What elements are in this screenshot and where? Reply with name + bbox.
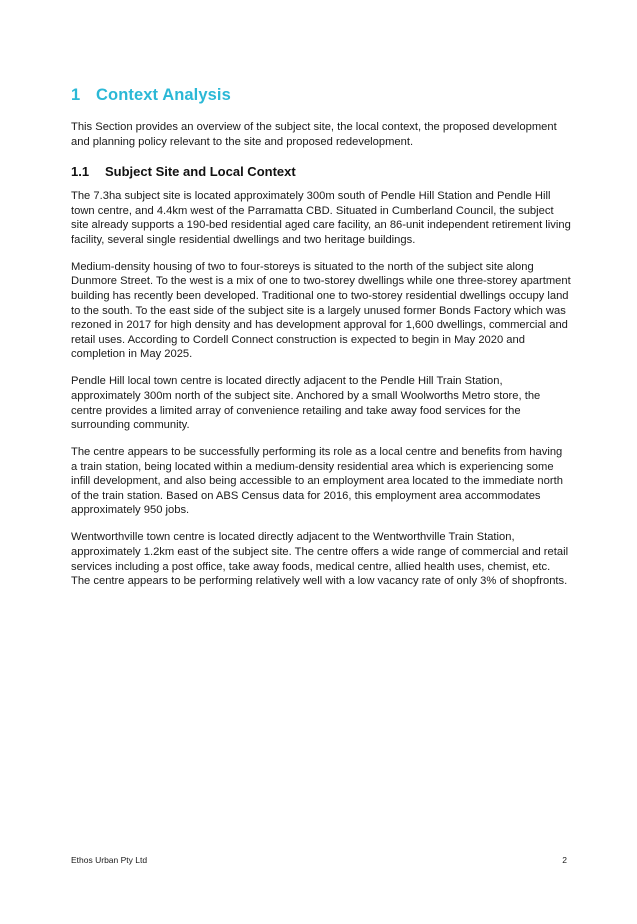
paragraph: Medium-density housing of two to four-storeys is situated to the north of the subject site along Dunmore Street. To the west is a mix of one to two-storey dwellings while one three-storey apartment building has recently been developed. Traditional one to two-storey residential dwellings occupy land to the south. To the east side of the subject site is a largely unused former Bonds Factory which was rezoned in 2017 for high density and has development approval for 1,600 dwellings, commercial and retail uses. According to Cordell Connect construction is expected to begin in May 2020 and completion in May 2025. — [71, 260, 571, 361]
footer-page-number: 2 — [562, 855, 567, 865]
section-number: 1 — [71, 86, 81, 104]
paragraph: The 7.3ha subject site is located approximately 300m south of Pendle Hill Station and Pendle Hill town centre, and 4.4km west of the Parramatta CBD. Situated in Cumberland Council, the subject site already supports a 190-bed residential aged care facility, an 86-unit independent retirement living facility, several single residential dwellings and two heritage buildings. — [71, 190, 571, 246]
footer-company: Ethos Urban Pty Ltd — [71, 855, 148, 865]
paragraph: Wentworthville town centre is located directly adjacent to the Wentworthville Train Station, approximately 1.2km east of the subject site. The centre offers a wide range of commercial and retail services including a post office, take away foods, medical centre, allied health uses, chemist, etc. The centre appears to be performing relatively well with a low vacancy rate of only 3% of shopfronts. — [71, 531, 569, 588]
section-title: Context Analysis — [96, 86, 231, 104]
subsection-heading — [71, 164, 296, 179]
section-intro: This Section provides an overview of the subject site, the local context, the proposed development and planning policy relevant to the site and proposed redevelopment. — [71, 121, 557, 148]
paragraph: Pendle Hill local town centre is located directly adjacent to the Pendle Hill Train Station, approximately 300m north of the subject site. Anchored by a small Woolworths Metro store, the centre provides a limited array of convenience retailing and take away food services for the surrounding community. — [71, 375, 541, 432]
subsection-body — [71, 189, 571, 601]
subsection-number: 1.1 — [71, 164, 90, 179]
section-heading — [71, 86, 231, 105]
subsection-title: Subject Site and Local Context — [105, 164, 296, 179]
paragraph: The centre appears to be successfully performing its role as a local centre and benefits from having a train station, being located within a medium-density residential area which is experiencing some infill development, and also being accessible to an employment area located to the immediate north of the train station. Based on ABS Census data for 2016, this employment area accommodates approximately 950 jobs. — [71, 446, 563, 517]
